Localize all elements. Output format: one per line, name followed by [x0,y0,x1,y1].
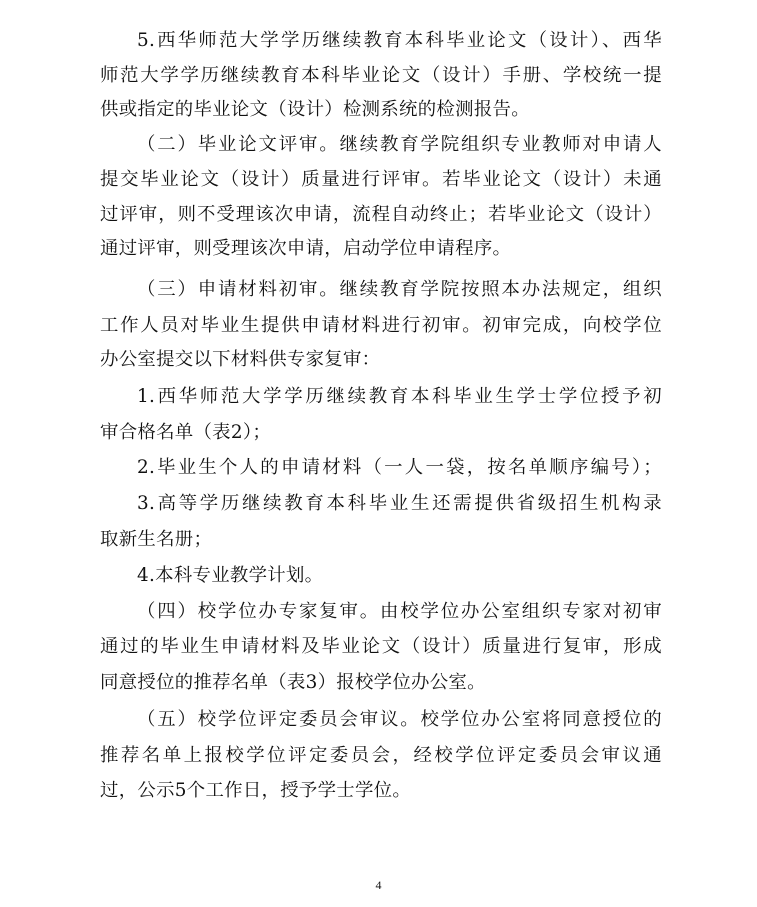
section-2-line-2: 提交毕业论文（设计）质量进行评审。若毕业论文（设计）未通 [100,169,662,190]
section-4-line-1: （四）校学位办专家复审。由校学位办公室组织专家对初审 [137,601,662,622]
item-3-3-line-1: 3.高等学历继续教育本科毕业生还需提供省级招生机构录 [137,493,662,514]
section-2-line-4: 通过评审，则受理该次申请，启动学位申请程序。 [100,238,512,259]
item-3-4-line-1: 4.本科专业教学计划。 [137,565,324,586]
section-3-line-3: 办公室提交以下材料供专家复审： [100,349,381,370]
section-4-line-3: 同意授位的推荐名单（表3）报校学位办公室。 [100,672,486,693]
item-3-1-line-1: 1.西华师范大学学历继续教育本科毕业生学士学位授予初 [137,386,662,407]
section-5-line-2: 推荐名单上报校学位评定委员会，经校学位评定委员会审议通 [100,745,662,766]
section-3-line-2: 工作人员对毕业生提供申请材料进行初审。初审完成，向校学位 [100,315,662,336]
section-5-line-1: （五）校学位评定委员会审议。校学位办公室将同意授位的 [137,709,662,730]
item-3-3-line-2: 取新生名册； [100,529,213,550]
section-3-line-1: （三）申请材料初审。继续教育学院按照本办法规定，组织 [137,279,662,300]
item-5-line-2: 师范大学学历继续教育本科毕业论文（设计）手册、学校统一提 [100,65,662,86]
item-5-line-3: 供或指定的毕业论文（设计）检测系统的检测报告。 [100,99,530,120]
section-2-line-3: 过评审，则不受理该次申请，流程自动终止；若毕业论文（设计） [100,204,662,225]
item-3-2-line-1: 2.毕业生个人的申请材料（一人一袋，按名单顺序编号）； [137,457,662,478]
page-number: 4 [375,878,382,892]
item-3-1-line-2: 审合格名单（表2）； [100,422,272,443]
section-5-line-3: 过，公示5个工作日，授予学士学位。 [100,780,412,801]
item-5-line-1: 5.西华师范大学学历继续教育本科毕业论文（设计）、西华 [137,30,662,51]
section-4-line-2: 通过的毕业生申请材料及毕业论文（设计）质量进行复审，形成 [100,636,662,657]
section-2-line-1: （二）毕业论文评审。继续教育学院组织专业教师对申请人 [137,134,662,155]
